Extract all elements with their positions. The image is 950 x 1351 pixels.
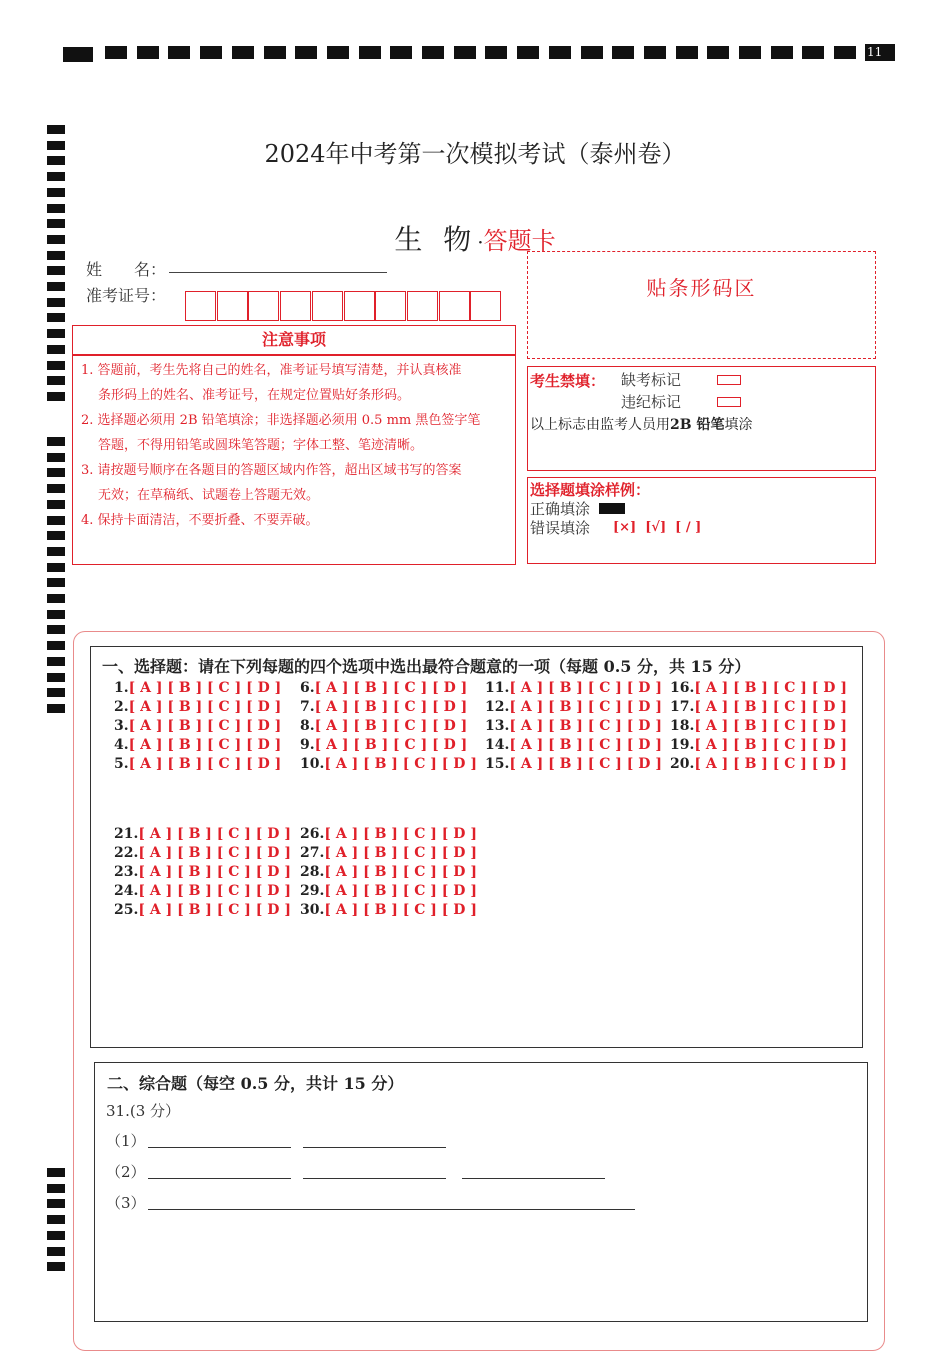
notice-item: 条形码上的姓名、准考证号，在规定位置贴好条形码。 bbox=[98, 388, 411, 403]
question-number: 5. bbox=[114, 756, 129, 772]
question-number: 18. bbox=[670, 718, 695, 734]
question-number: 22. bbox=[114, 845, 139, 861]
question-number: 9. bbox=[300, 737, 315, 753]
answer-options[interactable]: [ A ] [ B ] [ C ] [ D ] bbox=[694, 737, 847, 753]
answer-options[interactable]: [ A ] [ B ] [ C ] [ D ] bbox=[324, 883, 477, 899]
timing-mark bbox=[47, 688, 65, 697]
answer-options[interactable]: [ A ] [ B ] [ C ] [ D ] bbox=[324, 826, 477, 842]
choice-question[interactable] bbox=[114, 680, 281, 696]
answer-options[interactable]: [ A ] [ B ] [ C ] [ D ] bbox=[138, 864, 291, 880]
choice-question[interactable] bbox=[114, 737, 281, 753]
choice-question[interactable] bbox=[485, 718, 662, 734]
answer-options[interactable]: [ A ] [ B ] [ C ] [ D ] bbox=[324, 902, 477, 918]
answer-line-2c[interactable] bbox=[462, 1178, 605, 1179]
timing-mark bbox=[676, 46, 698, 59]
timing-mark bbox=[47, 1231, 65, 1240]
timing-mark bbox=[137, 46, 159, 59]
answer-options[interactable]: [ A ] [ B ] [ C ] [ D ] bbox=[138, 845, 291, 861]
timing-mark bbox=[63, 47, 93, 62]
question-number: 3. bbox=[114, 718, 129, 734]
name-field[interactable] bbox=[169, 272, 387, 273]
timing-mark bbox=[47, 484, 65, 493]
answer-options[interactable]: [ A ] [ B ] [ C ] [ D ] bbox=[314, 718, 468, 734]
question-number: 26. bbox=[300, 826, 325, 842]
absent-mark-box[interactable] bbox=[717, 375, 741, 385]
choice-question[interactable] bbox=[114, 826, 291, 842]
timing-mark bbox=[47, 172, 65, 181]
timing-mark bbox=[47, 1168, 65, 1177]
choice-question[interactable] bbox=[485, 699, 662, 715]
timing-mark bbox=[47, 392, 65, 401]
notice-box bbox=[72, 355, 516, 565]
timing-mark bbox=[47, 266, 65, 275]
question-31-label: 31.(3 分） bbox=[106, 1102, 181, 1120]
timing-mark bbox=[47, 594, 65, 603]
answer-options[interactable]: [ A ] [ B ] [ C ] [ D ] bbox=[128, 680, 282, 696]
subject-separator: · bbox=[477, 230, 484, 254]
timing-mark bbox=[47, 204, 65, 213]
timing-mark bbox=[47, 641, 65, 650]
timing-mark bbox=[47, 500, 65, 509]
timing-mark bbox=[47, 453, 65, 462]
timing-mark bbox=[47, 1215, 65, 1224]
timing-mark bbox=[47, 298, 65, 307]
barcode-area bbox=[527, 251, 876, 359]
question-number: 20. bbox=[670, 756, 695, 772]
timing-mark bbox=[327, 46, 349, 59]
timing-mark bbox=[359, 46, 381, 59]
answer-options[interactable]: [ A ] [ B ] [ C ] [ D ] bbox=[509, 737, 662, 753]
choice-question[interactable] bbox=[114, 902, 291, 918]
choice-question[interactable] bbox=[485, 680, 662, 696]
question-number: 10. bbox=[300, 756, 325, 772]
timing-mark bbox=[47, 361, 65, 370]
choice-question[interactable] bbox=[300, 737, 467, 753]
wrong-label: 错误填涂 bbox=[530, 519, 591, 537]
id-digit-box[interactable] bbox=[375, 291, 406, 321]
choice-question[interactable] bbox=[300, 680, 467, 696]
timing-mark bbox=[47, 468, 65, 477]
answer-options[interactable]: [ A ] [ B ] [ C ] [ D ] bbox=[324, 756, 477, 772]
answer-options[interactable]: [ A ] [ B ] [ C ] [ D ] bbox=[694, 756, 847, 772]
answer-line-2b[interactable] bbox=[303, 1178, 446, 1179]
answer-options[interactable]: [ A ] [ B ] [ C ] [ D ] bbox=[509, 718, 662, 734]
question-number: 24. bbox=[114, 883, 139, 899]
timing-mark bbox=[47, 1262, 65, 1271]
notice-item: 无效；在草稿纸、试题卷上答题无效。 bbox=[98, 488, 320, 503]
violation-label: 违纪标记 bbox=[621, 393, 682, 411]
answer-options[interactable]: [ A ] [ B ] [ C ] [ D ] bbox=[509, 680, 662, 696]
answer-options[interactable]: [ A ] [ B ] [ C ] [ D ] bbox=[314, 699, 468, 715]
answer-options[interactable]: [ A ] [ B ] [ C ] [ D ] bbox=[694, 699, 847, 715]
answer-options[interactable]: [ A ] [ B ] [ C ] [ D ] bbox=[324, 845, 477, 861]
timing-mark bbox=[47, 516, 65, 525]
question-number: 2. bbox=[114, 699, 129, 715]
choice-question[interactable] bbox=[300, 756, 477, 772]
id-digit-box[interactable] bbox=[185, 291, 216, 321]
name-label: 姓 名： bbox=[86, 260, 167, 279]
notice-item: 答题，不得用铅笔或圆珠笔答题；字体工整、笔迹清晰。 bbox=[98, 438, 424, 453]
forbidden-note bbox=[530, 414, 752, 434]
question-number: 4. bbox=[114, 737, 129, 753]
timing-mark bbox=[47, 673, 65, 682]
question-number: 30. bbox=[300, 902, 325, 918]
question-number: 17. bbox=[670, 699, 695, 715]
timing-mark bbox=[47, 437, 65, 446]
note-bold: 2B 铅笔 bbox=[670, 417, 725, 433]
forbidden-label: 考生禁填： bbox=[530, 372, 606, 390]
choice-question[interactable] bbox=[670, 756, 847, 772]
timing-mark bbox=[517, 46, 539, 59]
timing-mark bbox=[47, 704, 65, 713]
filled-mark-sample bbox=[599, 503, 625, 514]
answer-options[interactable]: [ A ] [ B ] [ C ] [ D ] bbox=[128, 737, 282, 753]
question-number: 28. bbox=[300, 864, 325, 880]
timing-mark bbox=[390, 46, 412, 59]
choice-question[interactable] bbox=[300, 826, 477, 842]
violation-mark-box[interactable] bbox=[717, 397, 741, 407]
timing-mark bbox=[485, 46, 507, 59]
choice-question[interactable] bbox=[300, 883, 477, 899]
id-digit-box[interactable] bbox=[470, 291, 501, 321]
answer-line-3[interactable] bbox=[148, 1209, 635, 1210]
id-digit-box[interactable] bbox=[407, 291, 438, 321]
id-digit-box[interactable] bbox=[280, 291, 311, 321]
timing-mark bbox=[295, 46, 317, 59]
choice-question[interactable] bbox=[485, 737, 662, 753]
timing-mark bbox=[47, 188, 65, 197]
note-suffix: 填涂 bbox=[724, 417, 753, 433]
wrong-mark-samples: [×] [√] [ / ] bbox=[613, 520, 702, 535]
choice-section-title: 一、选择题：请在下列每题的四个选项中选出最符合题意的一项（每题 0.5 分，共 15 分） bbox=[102, 657, 751, 676]
choice-question[interactable] bbox=[300, 845, 477, 861]
question-number: 25. bbox=[114, 902, 139, 918]
choice-question[interactable] bbox=[670, 718, 847, 734]
answer-options[interactable]: [ A ] [ B ] [ C ] [ D ] bbox=[128, 718, 282, 734]
choice-question[interactable] bbox=[114, 864, 291, 880]
choice-question[interactable] bbox=[114, 718, 281, 734]
timing-mark bbox=[47, 1199, 65, 1208]
notice-item: 2. 选择题必须用 2B 铅笔填涂；非选择题必须用 0.5 mm 黑色签字笔 bbox=[81, 413, 481, 428]
answer-options[interactable]: [ A ] [ B ] [ C ] [ D ] bbox=[128, 756, 282, 772]
id-digit-box[interactable] bbox=[439, 291, 470, 321]
timing-mark bbox=[47, 578, 65, 587]
answer-line-1b[interactable] bbox=[303, 1147, 446, 1148]
choice-question[interactable] bbox=[300, 718, 467, 734]
question-number: 12. bbox=[485, 699, 510, 715]
answer-line-2a[interactable] bbox=[148, 1178, 291, 1179]
answer-options[interactable]: [ A ] [ B ] [ C ] [ D ] bbox=[324, 864, 477, 880]
id-digit-box[interactable] bbox=[217, 291, 248, 321]
answer-options[interactable]: [ A ] [ B ] [ C ] [ D ] bbox=[314, 680, 468, 696]
timing-mark bbox=[264, 46, 286, 59]
timing-mark bbox=[47, 1247, 65, 1256]
question-number: 11. bbox=[485, 680, 510, 696]
top-timing-marks bbox=[63, 44, 895, 62]
timing-mark bbox=[232, 46, 254, 59]
answer-options[interactable]: [ A ] [ B ] [ C ] [ D ] bbox=[138, 883, 291, 899]
question-number: 13. bbox=[485, 718, 510, 734]
timing-mark bbox=[47, 345, 65, 354]
question-number: 1. bbox=[114, 680, 129, 696]
timing-mark bbox=[168, 46, 190, 59]
note-prefix: 以上标志由监考人员用 bbox=[530, 417, 670, 433]
choice-question[interactable] bbox=[670, 680, 847, 696]
answer-options[interactable]: [ A ] [ B ] [ C ] [ D ] bbox=[314, 737, 468, 753]
question-number: 23. bbox=[114, 864, 139, 880]
subject-name: 生 物 bbox=[394, 223, 478, 256]
timing-mark bbox=[47, 547, 65, 556]
answer-options[interactable]: [ A ] [ B ] [ C ] [ D ] bbox=[509, 756, 662, 772]
choice-question[interactable] bbox=[114, 699, 281, 715]
forbidden-box bbox=[527, 366, 876, 471]
id-digit-box[interactable] bbox=[344, 291, 375, 321]
answer-options[interactable]: [ A ] [ B ] [ C ] [ D ] bbox=[694, 718, 847, 734]
question-number: 27. bbox=[300, 845, 325, 861]
correct-label: 正确填涂 bbox=[530, 500, 591, 518]
choice-question[interactable] bbox=[300, 699, 467, 715]
timing-mark bbox=[47, 625, 65, 634]
timing-mark bbox=[422, 46, 444, 59]
timing-mark bbox=[581, 46, 603, 59]
comprehensive-section-title: 二、综合题（每空 0.5 分，共计 15 分） bbox=[107, 1074, 404, 1093]
timing-mark bbox=[644, 46, 666, 59]
choice-question[interactable] bbox=[114, 756, 281, 772]
barcode-label: 贴条形码区 bbox=[646, 276, 757, 300]
timing-mark bbox=[802, 46, 824, 59]
timing-mark bbox=[47, 1184, 65, 1193]
answer-options[interactable]: [ A ] [ B ] [ C ] [ D ] bbox=[509, 699, 662, 715]
question-number: 16. bbox=[670, 680, 695, 696]
timing-mark bbox=[47, 125, 65, 134]
question-number: 15. bbox=[485, 756, 510, 772]
timing-mark bbox=[47, 610, 65, 619]
choice-question[interactable] bbox=[114, 845, 291, 861]
question-number: 14. bbox=[485, 737, 510, 753]
answer-line-1a[interactable] bbox=[148, 1147, 291, 1148]
question-number: 6. bbox=[300, 680, 315, 696]
absent-label: 缺考标记 bbox=[621, 371, 682, 389]
sample-label: 选择题填涂样例： bbox=[530, 481, 651, 499]
choice-question[interactable] bbox=[485, 756, 662, 772]
timing-mark bbox=[47, 376, 65, 385]
timing-mark bbox=[834, 46, 856, 59]
id-digit-box[interactable] bbox=[312, 291, 343, 321]
id-digit-box[interactable] bbox=[248, 291, 279, 321]
timing-mark bbox=[47, 282, 65, 291]
question-number: 19. bbox=[670, 737, 695, 753]
timing-mark bbox=[739, 46, 761, 59]
timing-mark bbox=[47, 313, 65, 322]
choice-question[interactable] bbox=[300, 864, 477, 880]
comprehensive-section bbox=[94, 1062, 868, 1322]
notice-item: 1. 答题前，考生先将自己的姓名，准考证号填写清楚，并认真核准 bbox=[81, 363, 462, 378]
choice-question[interactable] bbox=[300, 902, 477, 918]
question-number: 21. bbox=[114, 826, 139, 842]
choice-question[interactable] bbox=[670, 699, 847, 715]
timing-mark bbox=[105, 46, 127, 59]
question-number: 29. bbox=[300, 883, 325, 899]
notice-item: 3. 请按题号顺序在各题目的答题区域内作答，超出区域书写的答案 bbox=[81, 463, 462, 478]
question-number: 7. bbox=[300, 699, 315, 715]
timing-mark bbox=[47, 563, 65, 572]
timing-mark bbox=[454, 46, 476, 59]
answer-card-label: 答题卡 bbox=[483, 227, 556, 255]
page-number: 11 bbox=[865, 44, 895, 61]
notice-title: 注意事项 bbox=[72, 325, 516, 355]
part-3-label: （3） bbox=[106, 1194, 146, 1212]
timing-mark bbox=[707, 46, 729, 59]
notice-item: 4. 保持卡面清洁，不要折叠、不要弄破。 bbox=[81, 513, 319, 528]
timing-mark bbox=[47, 329, 65, 338]
choice-question[interactable] bbox=[670, 737, 847, 753]
timing-mark bbox=[612, 46, 634, 59]
choice-question[interactable] bbox=[114, 883, 291, 899]
answer-options[interactable]: [ A ] [ B ] [ C ] [ D ] bbox=[128, 699, 282, 715]
sample-box bbox=[527, 477, 876, 564]
question-number: 8. bbox=[300, 718, 315, 734]
answer-options[interactable]: [ A ] [ B ] [ C ] [ D ] bbox=[138, 902, 291, 918]
timing-mark bbox=[549, 46, 571, 59]
answer-options[interactable]: [ A ] [ B ] [ C ] [ D ] bbox=[694, 680, 847, 696]
timing-mark bbox=[771, 46, 793, 59]
answer-options[interactable]: [ A ] [ B ] [ C ] [ D ] bbox=[138, 826, 291, 842]
part-1-label: （1） bbox=[106, 1132, 146, 1150]
timing-mark bbox=[47, 531, 65, 540]
id-label: 准考证号： bbox=[86, 286, 167, 305]
part-2-label: （2） bbox=[106, 1163, 146, 1181]
timing-mark bbox=[200, 46, 222, 59]
timing-mark bbox=[47, 657, 65, 666]
exam-title: 2024年中考第一次模拟考试（泰州卷） bbox=[264, 140, 686, 168]
